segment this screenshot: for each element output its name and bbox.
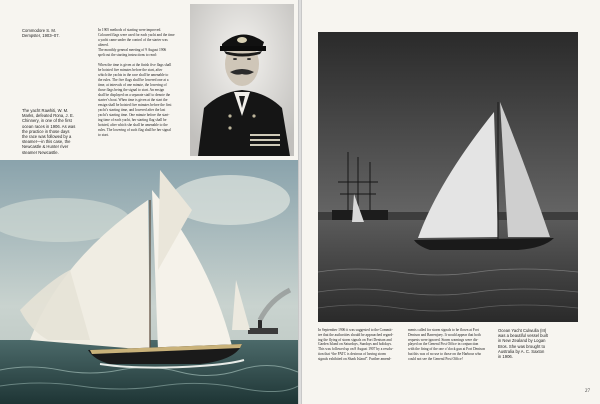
yacht-painting [0, 160, 298, 404]
page-number: 27 [585, 389, 590, 394]
culwulla-yacht-photo [318, 32, 578, 322]
portrait-caption: Commodore S. M. Dempster, 1903–07. [22, 28, 60, 39]
starting-rules-text: In 1905 methods of starting were improved. Coloured flags were used for each yacht and the time a yacht came under the control of the starter was altered. The monthly general meeting of 9 August 1906 spelt out the starting instructions to read: When the time is given at the finish five flags shall be hoisted five minutes before the start, after which the yachts in the race shall be amenable to the rules. The five flags shall be lowered one at a time, at intervals of one minute, the lowering of those flags being the signal to start. An ensign shall be displayed on a separate staff to denote the starter’s boat. When time is given at the start the ensign shall be hoisted five minutes before the first yacht’s starting time, and lowered after the last yacht’s starting time. One minute before the start- ing time of each yacht, her starting flag shall be hoisted, after which she shall be amenable to the rules. The lowering of such flag shall be her signal to start. [98, 28, 175, 137]
right-page [302, 0, 600, 404]
culwulla-caption: Ocean Yacht Culwulla (III) was a beautiful vessel built in New Zealand by Logan Bros. She was brought to Australia by A. C. Saxton in 1906. [498, 328, 548, 360]
commodore-portrait-photo [190, 4, 294, 156]
storm-signals-text-col1: In September 1906 it was suggested to the Commit- tee that the authorities should be approached regard- ing the flying of storm signals on Fort Denison and Garden Island on Saturdays, Sundays and holidays. This was followed up on 8 August 1907 by a resolu- tion that “the PATC is desirous of having storm signals exhibited on Shark Island”. Further amend- [318, 328, 394, 361]
storm-signals-text-col2: ments called for storm signals to be flown at Fort Denison and Barrenjoey. It would appear that both requests were ignored. Storm warnings were dis- played on the General Post Office in conjunction with the firing of the one o’clock gun at Fort Denison but this was of no use to those on the Harbour who could not see the General Post Office! [408, 328, 486, 361]
painting-caption: The yacht Rawhiti, W. M. Marks, defeated Rona, J. E. Chinnery, in one of the first ocean races in 1906. As was the practice in those days the race was followed by a steamer—in this case, the Newcastle & Hunter river steamer Newcastle. [22, 108, 76, 155]
left-page [0, 0, 298, 404]
